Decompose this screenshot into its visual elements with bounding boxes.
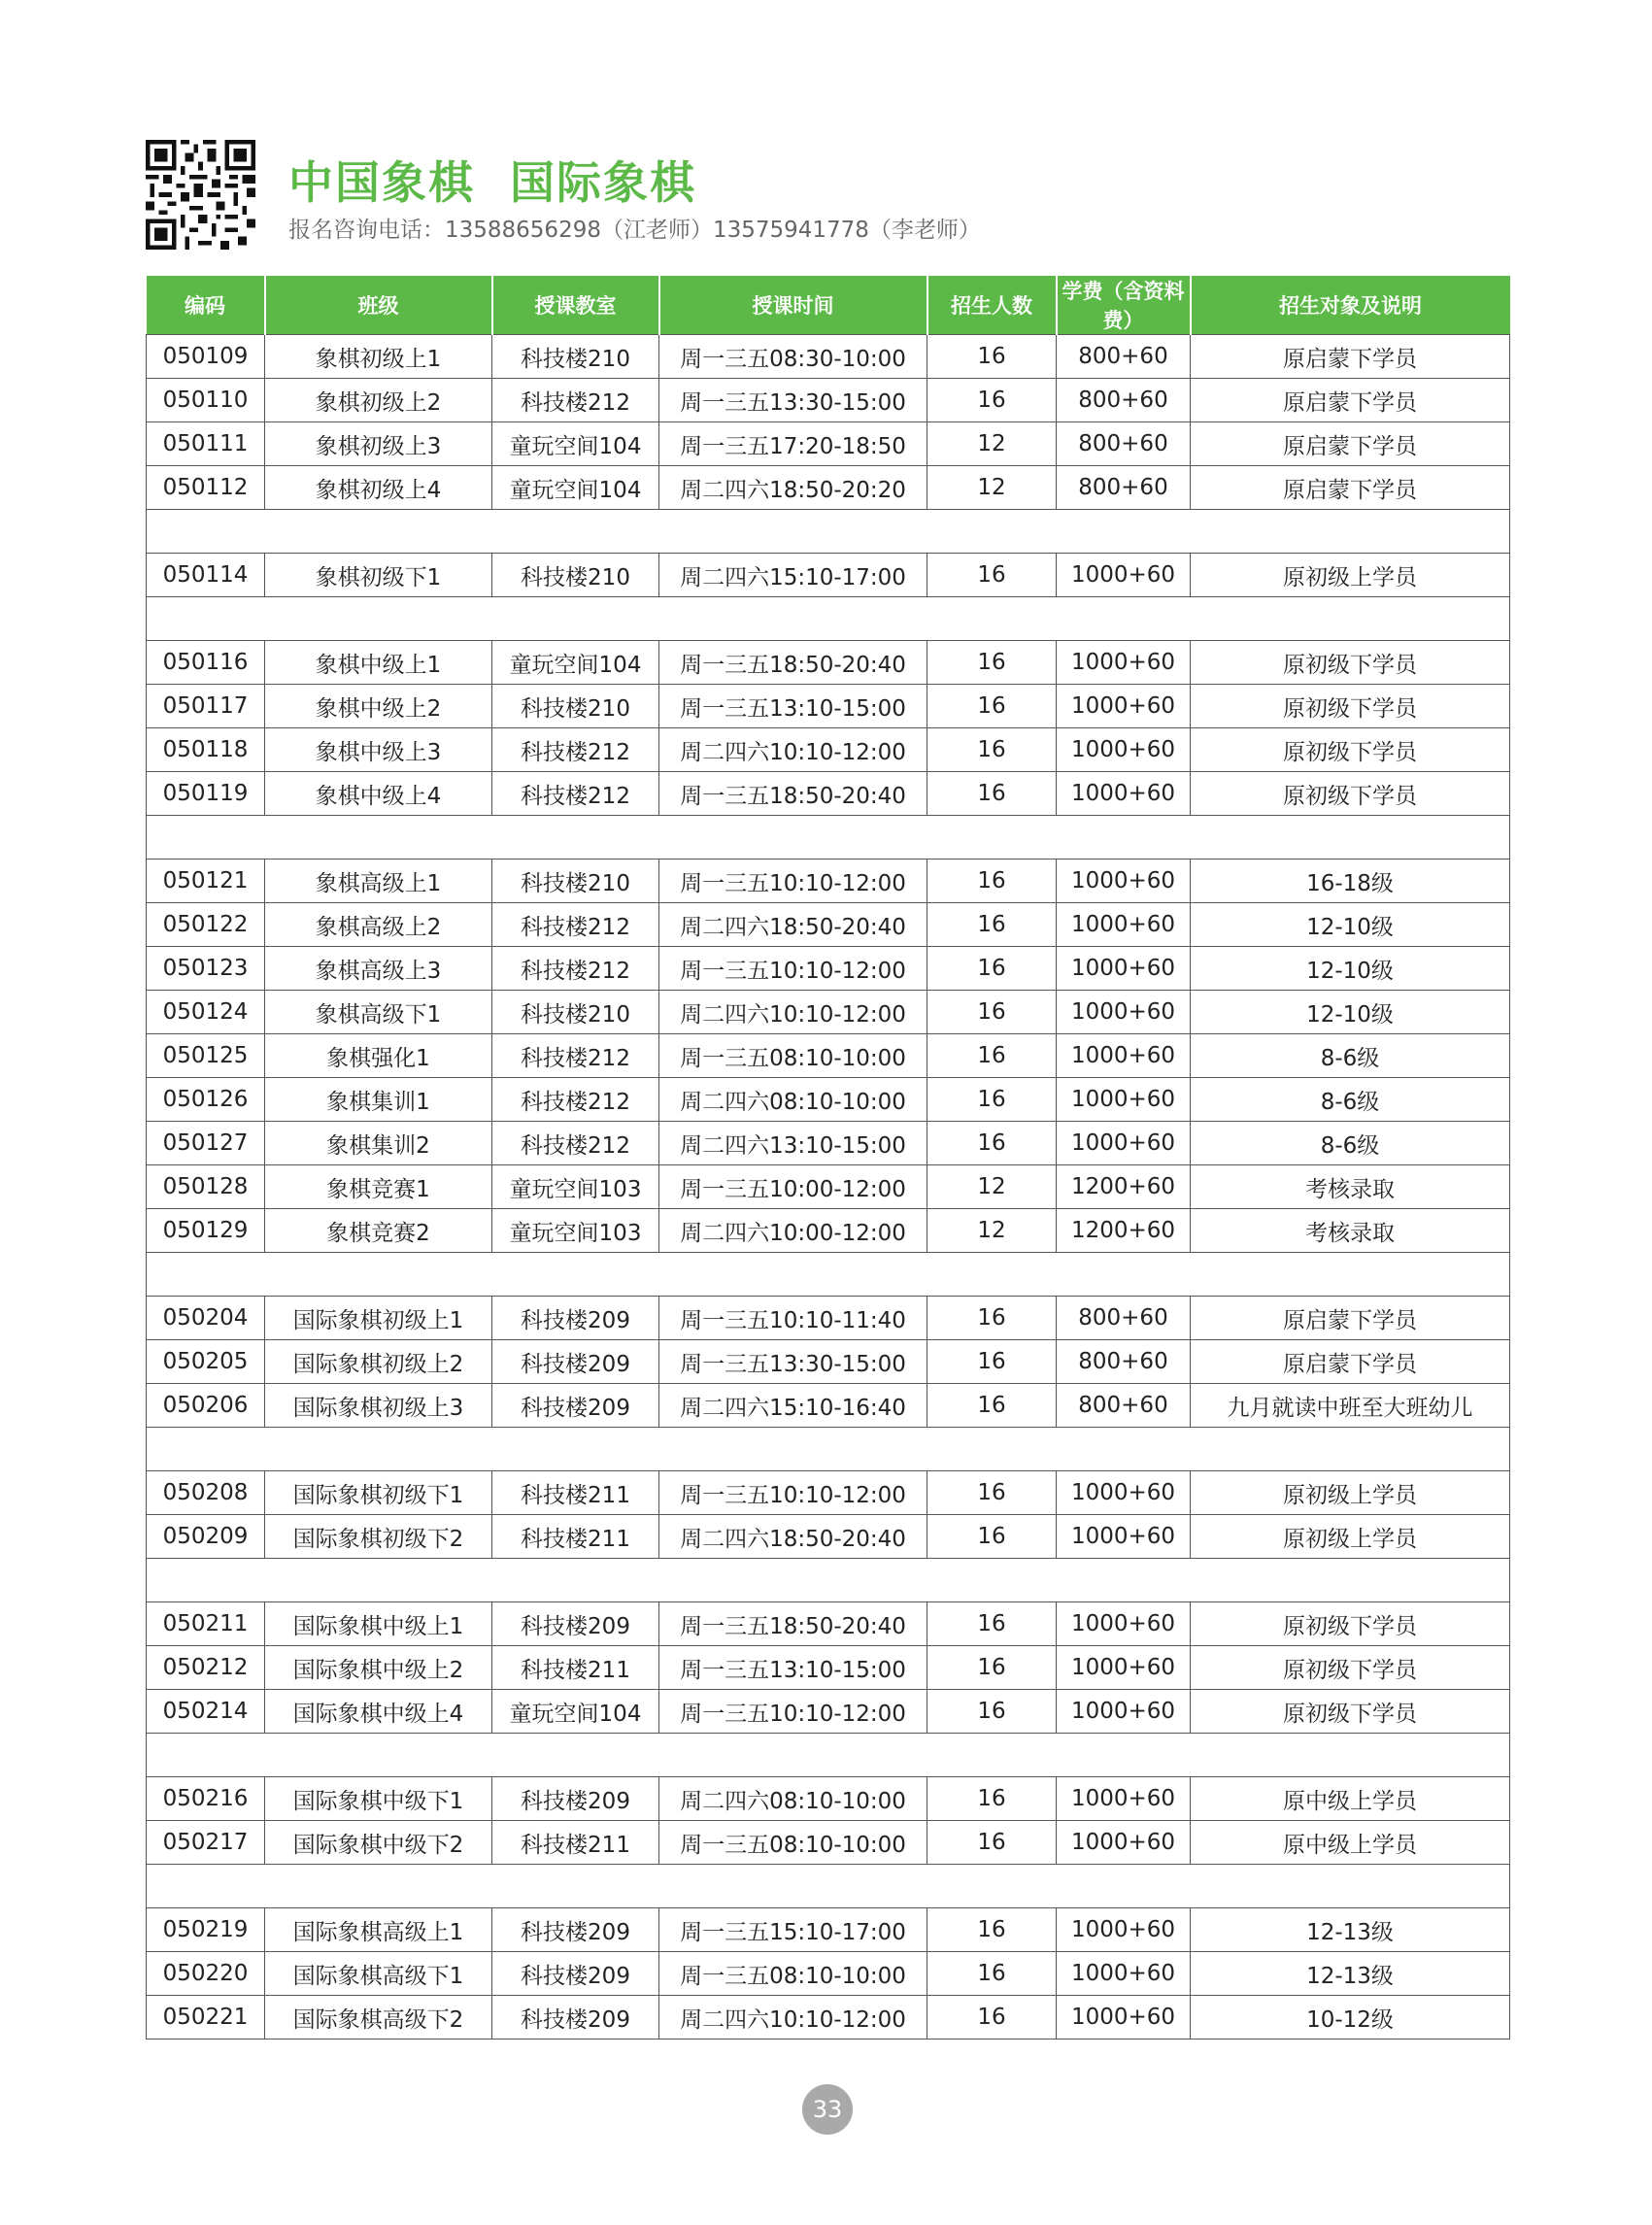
cell-tuition: 800+60 <box>1057 335 1191 379</box>
contact-phone-text: 报名咨询电话：13588656298（江老师）13575941778（李老师） <box>288 218 981 243</box>
cell-classroom: 科技楼210 <box>492 554 659 597</box>
cell-target: 原中级上学员 <box>1191 1777 1510 1821</box>
table-row <box>147 947 1510 991</box>
cell-code: 050217 <box>147 1821 265 1865</box>
cell-code: 050114 <box>147 554 265 597</box>
cell-classroom: 科技楼209 <box>492 1952 659 1996</box>
cell-tuition: 1000+60 <box>1057 641 1191 685</box>
table-spacer-row <box>147 1865 1510 1908</box>
spacer-cell <box>147 510 1510 554</box>
cell-class: 国际象棋中级下1 <box>265 1777 492 1821</box>
cell-code: 050214 <box>147 1690 265 1734</box>
cell-tuition: 1000+60 <box>1057 1777 1191 1821</box>
cell-enrollment: 16 <box>927 1471 1057 1515</box>
cell-classroom: 科技楼210 <box>492 860 659 903</box>
cell-target: 原初级下学员 <box>1191 685 1510 728</box>
cell-code: 050127 <box>147 1122 265 1165</box>
cell-enrollment: 16 <box>927 1821 1057 1865</box>
cell-code: 050118 <box>147 728 265 772</box>
cell-code: 050121 <box>147 860 265 903</box>
cell-class: 象棋高级上3 <box>265 947 492 991</box>
cell-class: 象棋中级上1 <box>265 641 492 685</box>
cell-class: 象棋中级上2 <box>265 685 492 728</box>
table-row <box>147 991 1510 1034</box>
table-spacer-row <box>147 816 1510 860</box>
table-row <box>147 1340 1510 1384</box>
cell-time: 周一三五15:10-17:00 <box>659 1908 927 1952</box>
cell-code: 050206 <box>147 1384 265 1428</box>
cell-tuition: 1000+60 <box>1057 1515 1191 1559</box>
cell-time: 周一三五10:00-12:00 <box>659 1165 927 1209</box>
cell-classroom: 科技楼209 <box>492 1297 659 1340</box>
cell-enrollment: 16 <box>927 860 1057 903</box>
cell-time: 周二四六10:00-12:00 <box>659 1209 927 1253</box>
table-row <box>147 1165 1510 1209</box>
cell-code: 050110 <box>147 379 265 422</box>
cell-classroom: 科技楼212 <box>492 728 659 772</box>
cell-target: 原启蒙下学员 <box>1191 1340 1510 1384</box>
cell-target: 原初级下学员 <box>1191 772 1510 816</box>
cell-target: 12-13级 <box>1191 1952 1510 1996</box>
cell-code: 050216 <box>147 1777 265 1821</box>
table-row <box>147 1908 1510 1952</box>
cell-class: 象棋初级上2 <box>265 379 492 422</box>
cell-class: 象棋初级上3 <box>265 422 492 466</box>
cell-tuition: 1000+60 <box>1057 947 1191 991</box>
cell-code: 050116 <box>147 641 265 685</box>
cell-class: 象棋高级下1 <box>265 991 492 1034</box>
cell-target: 原初级下学员 <box>1191 1646 1510 1690</box>
cell-classroom: 科技楼210 <box>492 685 659 728</box>
cell-tuition: 800+60 <box>1057 1340 1191 1384</box>
cell-enrollment: 16 <box>927 1908 1057 1952</box>
cell-target: 原初级下学员 <box>1191 728 1510 772</box>
cell-code: 050219 <box>147 1908 265 1952</box>
table-row <box>147 1996 1510 2040</box>
cell-enrollment: 16 <box>927 991 1057 1034</box>
table-row <box>147 1821 1510 1865</box>
cell-classroom: 科技楼212 <box>492 1034 659 1078</box>
cell-tuition: 1200+60 <box>1057 1165 1191 1209</box>
cell-time: 周二四六18:50-20:40 <box>659 903 927 947</box>
cell-time: 周一三五08:10-10:00 <box>659 1034 927 1078</box>
cell-class: 国际象棋高级下2 <box>265 1996 492 2040</box>
cell-enrollment: 16 <box>927 1952 1057 1996</box>
cell-tuition: 1000+60 <box>1057 728 1191 772</box>
cell-class: 象棋集训1 <box>265 1078 492 1122</box>
cell-time: 周一三五13:30-15:00 <box>659 1340 927 1384</box>
cell-time: 周一三五18:50-20:40 <box>659 1602 927 1646</box>
cell-tuition: 800+60 <box>1057 422 1191 466</box>
cell-enrollment: 12 <box>927 1209 1057 1253</box>
cell-tuition: 1000+60 <box>1057 554 1191 597</box>
table-header-row <box>147 276 1510 335</box>
spacer-cell <box>147 1559 1510 1602</box>
cell-enrollment: 16 <box>927 1515 1057 1559</box>
table-row <box>147 1384 1510 1428</box>
cell-enrollment: 16 <box>927 379 1057 422</box>
page-number-badge: 33 <box>802 2084 853 2135</box>
cell-time: 周一三五08:10-10:00 <box>659 1952 927 1996</box>
cell-class: 国际象棋中级上1 <box>265 1602 492 1646</box>
table-row <box>147 1078 1510 1122</box>
header-classroom: 授课教室 <box>492 276 659 335</box>
cell-target: 12-13级 <box>1191 1908 1510 1952</box>
cell-target: 8-6级 <box>1191 1122 1510 1165</box>
cell-enrollment: 16 <box>927 1602 1057 1646</box>
cell-classroom: 科技楼209 <box>492 1602 659 1646</box>
cell-time: 周一三五10:10-11:40 <box>659 1297 927 1340</box>
cell-classroom: 科技楼212 <box>492 379 659 422</box>
cell-class: 象棋初级上1 <box>265 335 492 379</box>
cell-enrollment: 16 <box>927 554 1057 597</box>
cell-classroom: 童玩空间104 <box>492 1690 659 1734</box>
cell-target: 原初级下学员 <box>1191 641 1510 685</box>
cell-class: 国际象棋中级上2 <box>265 1646 492 1690</box>
spacer-cell <box>147 1734 1510 1777</box>
cell-classroom: 科技楼209 <box>492 1340 659 1384</box>
table-row <box>147 1034 1510 1078</box>
cell-classroom: 科技楼211 <box>492 1821 659 1865</box>
cell-class: 国际象棋中级下2 <box>265 1821 492 1865</box>
header-time: 授课时间 <box>659 276 927 335</box>
table-spacer-row <box>147 1253 1510 1297</box>
table-row <box>147 1209 1510 1253</box>
class-schedule-table <box>146 276 1510 2040</box>
cell-class: 象棋初级上4 <box>265 466 492 510</box>
cell-classroom: 科技楼209 <box>492 1908 659 1952</box>
cell-tuition: 1000+60 <box>1057 1996 1191 2040</box>
table-row <box>147 1471 1510 1515</box>
table-spacer-row <box>147 1734 1510 1777</box>
cell-class: 象棋初级下1 <box>265 554 492 597</box>
cell-tuition: 1000+60 <box>1057 1952 1191 1996</box>
cell-class: 象棋竞赛2 <box>265 1209 492 1253</box>
cell-tuition: 1000+60 <box>1057 991 1191 1034</box>
cell-enrollment: 12 <box>927 466 1057 510</box>
cell-tuition: 1000+60 <box>1057 1034 1191 1078</box>
cell-target: 原初级上学员 <box>1191 1515 1510 1559</box>
cell-enrollment: 16 <box>927 1340 1057 1384</box>
cell-target: 考核录取 <box>1191 1209 1510 1253</box>
cell-enrollment: 16 <box>927 1690 1057 1734</box>
cell-tuition: 800+60 <box>1057 466 1191 510</box>
cell-time: 周二四六10:10-12:00 <box>659 728 927 772</box>
cell-code: 050205 <box>147 1340 265 1384</box>
cell-code: 050119 <box>147 772 265 816</box>
cell-target: 16-18级 <box>1191 860 1510 903</box>
cell-time: 周二四六13:10-15:00 <box>659 1122 927 1165</box>
cell-time: 周一三五13:10-15:00 <box>659 685 927 728</box>
spacer-cell <box>147 816 1510 860</box>
table-row <box>147 903 1510 947</box>
cell-target: 原初级下学员 <box>1191 1690 1510 1734</box>
table-row <box>147 1952 1510 1996</box>
cell-enrollment: 16 <box>927 335 1057 379</box>
table-row <box>147 422 1510 466</box>
cell-class: 国际象棋初级上2 <box>265 1340 492 1384</box>
cell-time: 周二四六10:10-12:00 <box>659 991 927 1034</box>
cell-classroom: 科技楼210 <box>492 335 659 379</box>
table-row <box>147 335 1510 379</box>
cell-classroom: 童玩空间104 <box>492 641 659 685</box>
cell-time: 周一三五10:10-12:00 <box>659 1471 927 1515</box>
cell-time: 周二四六15:10-17:00 <box>659 554 927 597</box>
cell-enrollment: 16 <box>927 772 1057 816</box>
cell-classroom: 科技楼209 <box>492 1384 659 1428</box>
spacer-cell <box>147 1428 1510 1471</box>
cell-tuition: 1000+60 <box>1057 860 1191 903</box>
cell-time: 周一三五18:50-20:40 <box>659 772 927 816</box>
cell-enrollment: 16 <box>927 685 1057 728</box>
cell-class: 国际象棋初级下2 <box>265 1515 492 1559</box>
cell-target: 原启蒙下学员 <box>1191 335 1510 379</box>
cell-classroom: 科技楼210 <box>492 991 659 1034</box>
cell-class: 象棋强化1 <box>265 1034 492 1078</box>
cell-code: 050208 <box>147 1471 265 1515</box>
qr-code-icon <box>146 139 255 251</box>
cell-enrollment: 16 <box>927 1122 1057 1165</box>
cell-classroom: 科技楼212 <box>492 1122 659 1165</box>
table-spacer-row <box>147 510 1510 554</box>
table-row <box>147 772 1510 816</box>
cell-enrollment: 16 <box>927 1297 1057 1340</box>
cell-classroom: 童玩空间104 <box>492 422 659 466</box>
cell-code: 050117 <box>147 685 265 728</box>
cell-classroom: 科技楼209 <box>492 1996 659 2040</box>
table-row <box>147 1297 1510 1340</box>
header-code: 编码 <box>147 276 265 335</box>
cell-classroom: 童玩空间104 <box>492 466 659 510</box>
cell-time: 周二四六10:10-12:00 <box>659 1996 927 2040</box>
header-class: 班级 <box>265 276 492 335</box>
cell-target: 原启蒙下学员 <box>1191 422 1510 466</box>
cell-enrollment: 16 <box>927 641 1057 685</box>
cell-class: 象棋中级上3 <box>265 728 492 772</box>
cell-tuition: 1000+60 <box>1057 772 1191 816</box>
cell-time: 周一三五13:30-15:00 <box>659 379 927 422</box>
header-enrollment: 招生人数 <box>927 276 1057 335</box>
cell-time: 周一三五08:10-10:00 <box>659 1821 927 1865</box>
cell-class: 国际象棋中级上4 <box>265 1690 492 1734</box>
cell-class: 象棋中级上4 <box>265 772 492 816</box>
table-row <box>147 860 1510 903</box>
table-spacer-row <box>147 1428 1510 1471</box>
cell-tuition: 800+60 <box>1057 379 1191 422</box>
table-row <box>147 466 1510 510</box>
cell-time: 周一三五17:20-18:50 <box>659 422 927 466</box>
table-row <box>147 1122 1510 1165</box>
cell-enrollment: 16 <box>927 1384 1057 1428</box>
cell-code: 050128 <box>147 1165 265 1209</box>
cell-enrollment: 16 <box>927 947 1057 991</box>
cell-tuition: 800+60 <box>1057 1297 1191 1340</box>
cell-class: 国际象棋高级上1 <box>265 1908 492 1952</box>
cell-enrollment: 16 <box>927 903 1057 947</box>
cell-target: 8-6级 <box>1191 1078 1510 1122</box>
cell-classroom: 科技楼212 <box>492 1078 659 1122</box>
cell-target: 12-10级 <box>1191 991 1510 1034</box>
cell-enrollment: 16 <box>927 1078 1057 1122</box>
cell-time: 周一三五10:10-12:00 <box>659 860 927 903</box>
cell-enrollment: 16 <box>927 1646 1057 1690</box>
cell-classroom: 科技楼211 <box>492 1646 659 1690</box>
cell-tuition: 800+60 <box>1057 1384 1191 1428</box>
cell-target: 原中级上学员 <box>1191 1821 1510 1865</box>
cell-time: 周一三五10:10-12:00 <box>659 1690 927 1734</box>
cell-code: 050124 <box>147 991 265 1034</box>
cell-class: 象棋高级上1 <box>265 860 492 903</box>
cell-class: 国际象棋初级上1 <box>265 1297 492 1340</box>
cell-tuition: 1000+60 <box>1057 1122 1191 1165</box>
page-title: 中国象棋 国际象棋 <box>288 156 697 209</box>
cell-target: 原启蒙下学员 <box>1191 1297 1510 1340</box>
cell-time: 周一三五08:30-10:00 <box>659 335 927 379</box>
cell-code: 050209 <box>147 1515 265 1559</box>
cell-time: 周二四六18:50-20:40 <box>659 1515 927 1559</box>
cell-code: 050204 <box>147 1297 265 1340</box>
cell-code: 050125 <box>147 1034 265 1078</box>
cell-code: 050220 <box>147 1952 265 1996</box>
table-row <box>147 379 1510 422</box>
cell-classroom: 科技楼211 <box>492 1471 659 1515</box>
cell-enrollment: 12 <box>927 422 1057 466</box>
cell-classroom: 童玩空间103 <box>492 1165 659 1209</box>
cell-target: 九月就读中班至大班幼儿 <box>1191 1384 1510 1428</box>
cell-time: 周一三五18:50-20:40 <box>659 641 927 685</box>
table-spacer-row <box>147 597 1510 641</box>
table-row <box>147 1515 1510 1559</box>
cell-class: 象棋竞赛1 <box>265 1165 492 1209</box>
cell-classroom: 科技楼212 <box>492 903 659 947</box>
cell-tuition: 1000+60 <box>1057 1908 1191 1952</box>
cell-tuition: 1000+60 <box>1057 685 1191 728</box>
cell-code: 050123 <box>147 947 265 991</box>
cell-target: 原初级上学员 <box>1191 554 1510 597</box>
cell-enrollment: 12 <box>927 1165 1057 1209</box>
cell-time: 周二四六18:50-20:20 <box>659 466 927 510</box>
table-row <box>147 685 1510 728</box>
cell-enrollment: 16 <box>927 1034 1057 1078</box>
cell-enrollment: 16 <box>927 1777 1057 1821</box>
cell-tuition: 1000+60 <box>1057 903 1191 947</box>
cell-classroom: 科技楼209 <box>492 1777 659 1821</box>
cell-code: 050109 <box>147 335 265 379</box>
table-row <box>147 1602 1510 1646</box>
table-row <box>147 1690 1510 1734</box>
cell-code: 050129 <box>147 1209 265 1253</box>
cell-target: 原启蒙下学员 <box>1191 379 1510 422</box>
cell-tuition: 1000+60 <box>1057 1602 1191 1646</box>
cell-target: 12-10级 <box>1191 903 1510 947</box>
cell-target: 考核录取 <box>1191 1165 1510 1209</box>
table-row <box>147 1777 1510 1821</box>
cell-tuition: 1200+60 <box>1057 1209 1191 1253</box>
cell-classroom: 科技楼212 <box>492 772 659 816</box>
cell-classroom: 科技楼212 <box>492 947 659 991</box>
cell-class: 国际象棋高级下1 <box>265 1952 492 1996</box>
cell-time: 周一三五10:10-12:00 <box>659 947 927 991</box>
cell-class: 象棋高级上2 <box>265 903 492 947</box>
cell-code: 050221 <box>147 1996 265 2040</box>
cell-tuition: 1000+60 <box>1057 1471 1191 1515</box>
header-target: 招生对象及说明 <box>1191 276 1510 335</box>
spacer-cell <box>147 597 1510 641</box>
cell-code: 050212 <box>147 1646 265 1690</box>
cell-target: 8-6级 <box>1191 1034 1510 1078</box>
cell-tuition: 1000+60 <box>1057 1821 1191 1865</box>
table-row <box>147 728 1510 772</box>
header-tuition: 学费（含资料费） <box>1057 276 1191 335</box>
table-row <box>147 1646 1510 1690</box>
cell-code: 050112 <box>147 466 265 510</box>
cell-target: 原初级上学员 <box>1191 1471 1510 1515</box>
cell-class: 象棋集训2 <box>265 1122 492 1165</box>
cell-target: 原启蒙下学员 <box>1191 466 1510 510</box>
cell-enrollment: 16 <box>927 728 1057 772</box>
cell-class: 国际象棋初级上3 <box>265 1384 492 1428</box>
cell-code: 050111 <box>147 422 265 466</box>
cell-class: 国际象棋初级下1 <box>265 1471 492 1515</box>
cell-code: 050211 <box>147 1602 265 1646</box>
cell-code: 050122 <box>147 903 265 947</box>
cell-classroom: 科技楼211 <box>492 1515 659 1559</box>
cell-tuition: 1000+60 <box>1057 1690 1191 1734</box>
cell-time: 周二四六15:10-16:40 <box>659 1384 927 1428</box>
cell-target: 10-12级 <box>1191 1996 1510 2040</box>
table-spacer-row <box>147 1559 1510 1602</box>
cell-code: 050126 <box>147 1078 265 1122</box>
cell-tuition: 1000+60 <box>1057 1078 1191 1122</box>
cell-classroom: 童玩空间103 <box>492 1209 659 1253</box>
cell-target: 12-10级 <box>1191 947 1510 991</box>
cell-time: 周二四六08:10-10:00 <box>659 1777 927 1821</box>
cell-time: 周一三五13:10-15:00 <box>659 1646 927 1690</box>
spacer-cell <box>147 1865 1510 1908</box>
table-row <box>147 641 1510 685</box>
cell-time: 周二四六08:10-10:00 <box>659 1078 927 1122</box>
cell-target: 原初级下学员 <box>1191 1602 1510 1646</box>
spacer-cell <box>147 1253 1510 1297</box>
table-row <box>147 554 1510 597</box>
cell-tuition: 1000+60 <box>1057 1646 1191 1690</box>
cell-enrollment: 16 <box>927 1996 1057 2040</box>
